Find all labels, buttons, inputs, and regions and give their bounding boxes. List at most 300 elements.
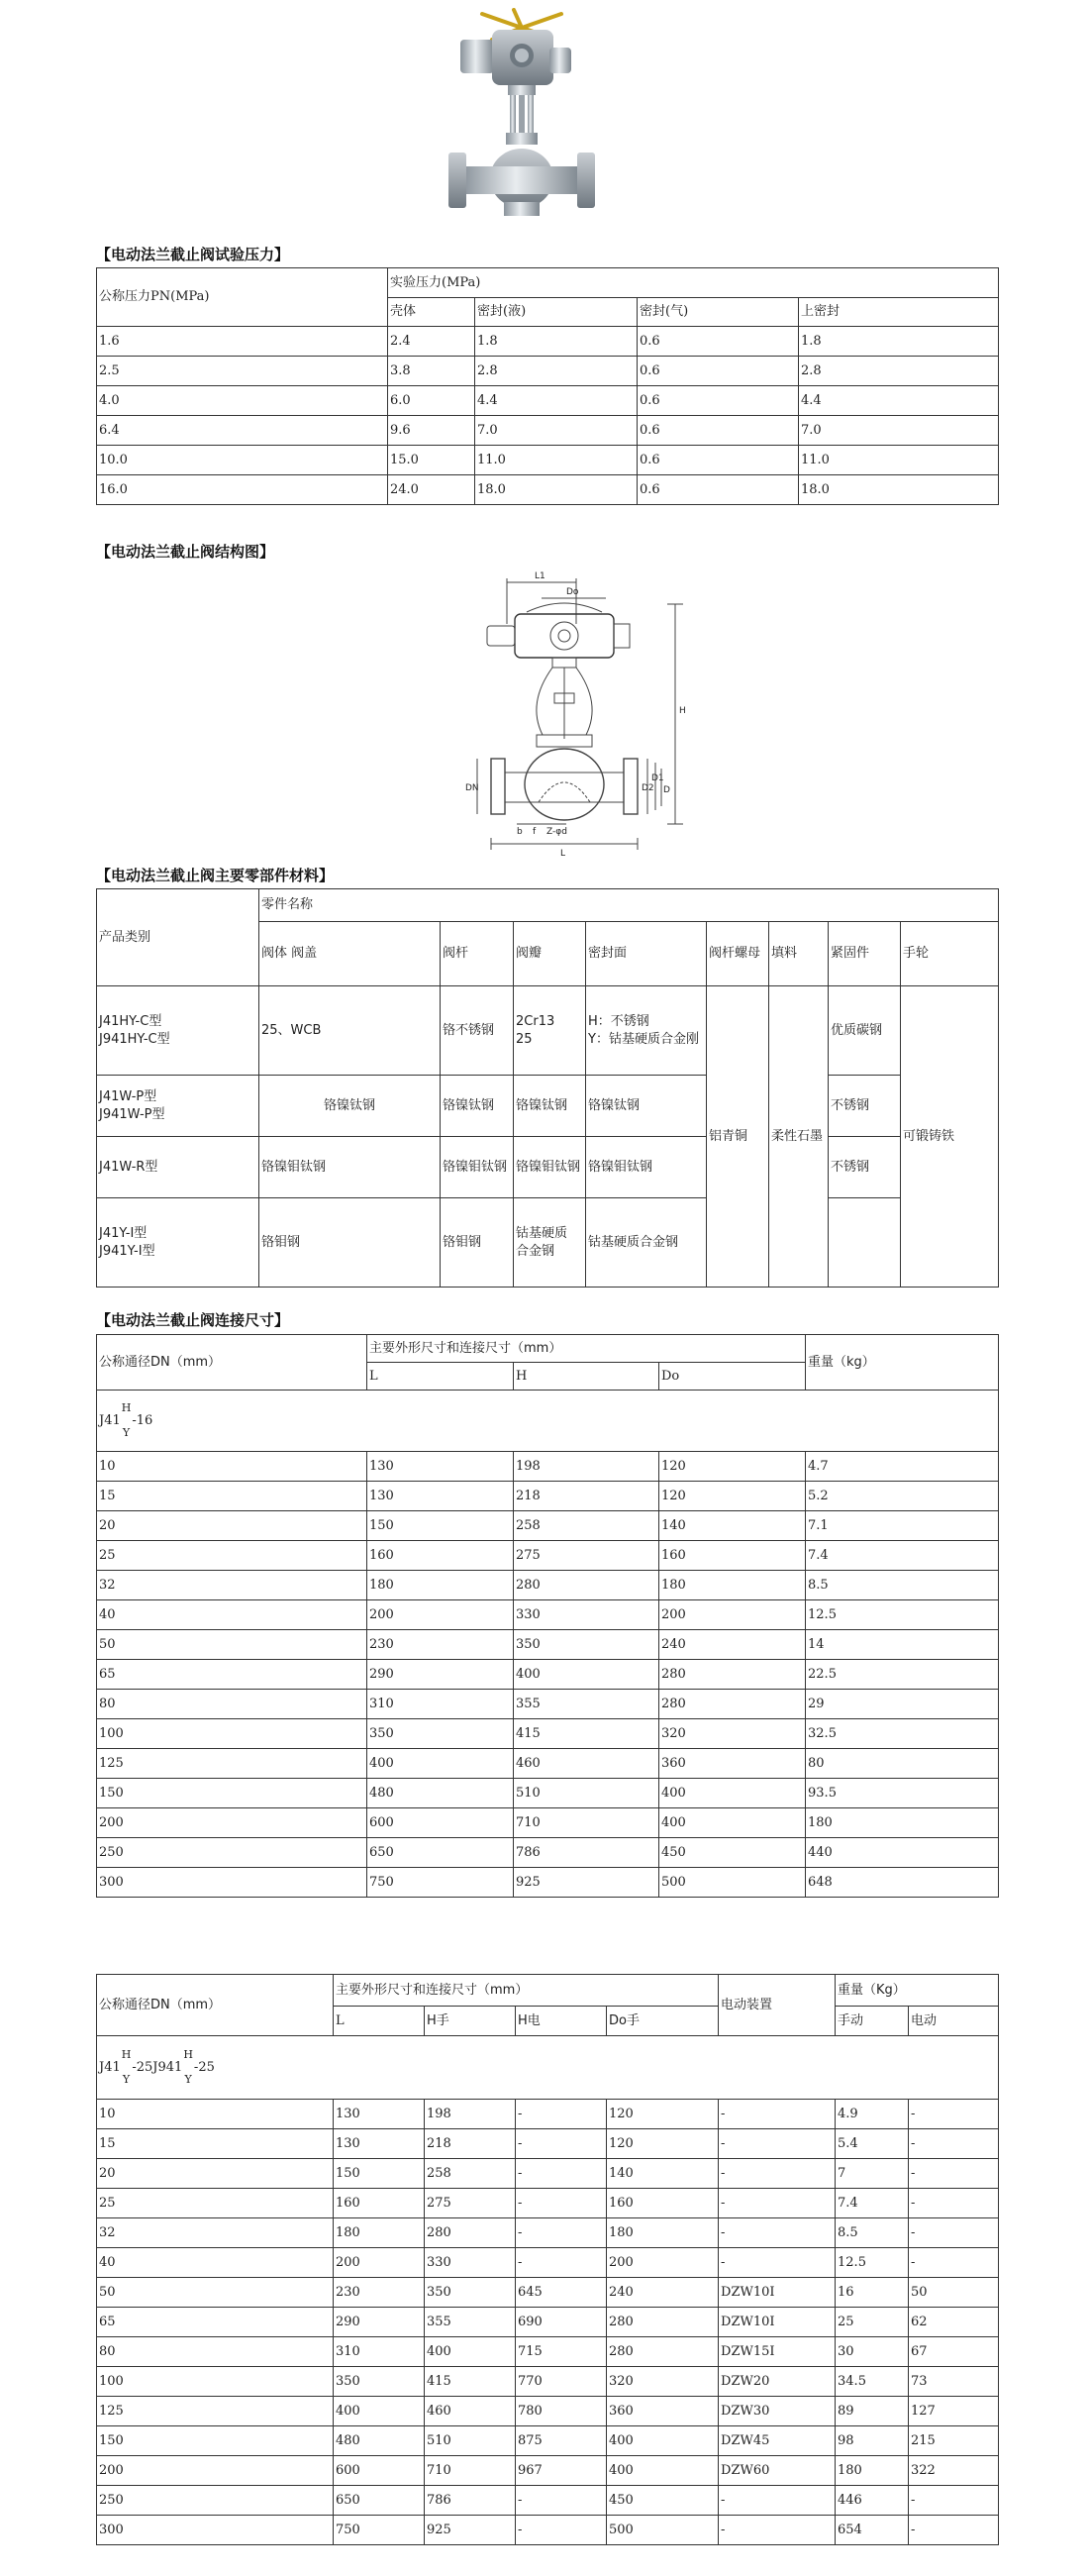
cell: 200 [97,2456,334,2486]
cell: 200 [367,1600,514,1630]
cell: 125 [97,1749,367,1779]
cell: 7.4 [836,2189,909,2218]
cell: 铬镍钛钢 [514,1076,586,1137]
cell: - [909,2100,999,2129]
table-row [97,475,999,505]
cell: DZW45 [719,2426,836,2456]
table-row [97,1779,999,1808]
sub-h-manual: H手 [425,2007,516,2036]
col-handwheel: 手轮 [901,922,999,986]
cell: 14 [806,1630,999,1660]
cell: 350 [334,2367,425,2397]
cell: 460 [514,1749,659,1779]
section-title-materials: 【电动法兰截止阀主要零部件材料】 [96,867,335,884]
label-dn: DN [465,783,479,793]
model-stack-a [122,2049,132,2085]
cell: 10.0 [97,446,388,475]
subheader-shell: 壳体 [388,298,475,327]
cell: 180 [836,2456,909,2486]
model-stack [122,1402,132,1438]
test-pressure-table [96,267,999,505]
cell: 648 [806,1868,999,1898]
label-b: b [517,827,523,837]
table-row [97,1690,999,1719]
header-dn: 公称通径DN（mm） [97,1335,367,1391]
cell: 300 [97,1868,367,1898]
table-row [97,2426,999,2456]
cell: 10 [97,1452,367,1482]
cell: 50 [97,2278,334,2308]
cell: 150 [367,1511,514,1541]
cell: 645 [516,2278,607,2308]
table-row [97,2248,999,2278]
cell: 710 [514,1808,659,1838]
sub-do: Do [659,1363,806,1391]
sub-weight-electric: 电动 [909,2007,999,2036]
model-bottom: Y [122,2072,131,2086]
cell: 65 [97,1660,367,1690]
table-row [97,2218,999,2248]
table-row [97,446,999,475]
cell: 215 [909,2426,999,2456]
cell: 330 [514,1600,659,1630]
cell: - [719,2189,836,2218]
cell: 0.6 [638,416,799,446]
cell: 铬钼钢 [259,1198,441,1288]
table-row [97,2367,999,2397]
cell: - [516,2129,607,2159]
cell: 280 [659,1660,806,1690]
cell: 750 [334,2516,425,2545]
col-stem: 阀杆 [441,922,514,986]
packing-material: 柔性石墨 [769,986,829,1288]
sub-l: L [334,2007,425,2036]
cell: DZW10I [719,2308,836,2337]
cell: 258 [514,1511,659,1541]
cell: - [516,2486,607,2516]
cell: DZW10I [719,2278,836,2308]
cell: 67 [909,2337,999,2367]
cell: 150 [334,2159,425,2189]
sub-weight-manual: 手动 [836,2007,909,2036]
label-h: H [679,706,686,716]
cell: 280 [607,2308,719,2337]
cell: 125 [97,2397,334,2426]
header-weight: 重量（kg） [806,1335,999,1391]
cell: - [909,2159,999,2189]
cell: 18.0 [799,475,999,505]
col-body-bonnet: 阀体 阀盖 [259,922,441,986]
cell: - [909,2218,999,2248]
table-row [97,2486,999,2516]
cell: 160 [367,1541,514,1571]
cell: 275 [514,1541,659,1571]
cell: 铬镍钛钢 [259,1076,441,1137]
cell: 450 [607,2486,719,2516]
model-cell: J41W-R型 [97,1137,259,1198]
cell: 0.6 [638,446,799,475]
cell: 4.4 [799,386,999,416]
cell: 50 [97,1630,367,1660]
cell: 4.7 [806,1452,999,1482]
cell: 330 [425,2248,516,2278]
cell: 415 [514,1719,659,1749]
cell: 1.8 [475,327,638,357]
cell: 12.5 [806,1600,999,1630]
label-l: L [560,849,566,859]
model-cell: J41Y-I型 J941Y-I型 [97,1198,259,1288]
cell: 优质碳钢 [829,986,901,1076]
table-row [97,1749,999,1779]
cell: 770 [516,2367,607,2397]
cell: 15 [97,1482,367,1511]
cell: 1.6 [97,327,388,357]
cell: - [909,2248,999,2278]
table-row [97,1137,999,1198]
table-row [97,1076,999,1137]
cell: 6.4 [97,416,388,446]
table-row [97,2516,999,2545]
cell: 240 [607,2278,719,2308]
cell: 510 [425,2426,516,2456]
cell: 16.0 [97,475,388,505]
cell: 198 [514,1452,659,1482]
cell: 120 [659,1452,806,1482]
cell: 310 [334,2337,425,2367]
cell: H：不锈钢 Y：钴基硬质合金刚 [586,986,707,1076]
cell: 5.2 [806,1482,999,1511]
cell: 40 [97,1600,367,1630]
cell: 230 [334,2278,425,2308]
cell: 350 [367,1719,514,1749]
table-row [97,986,999,1076]
cell: - [719,2486,836,2516]
materials-table [96,888,999,1288]
label-d2: D2 [642,783,654,793]
cell: 铬不锈钢 [441,986,514,1076]
table-row [97,2159,999,2189]
cell: DZW60 [719,2456,836,2486]
cell: 460 [425,2397,516,2426]
cell: 875 [516,2426,607,2456]
cell: 280 [425,2218,516,2248]
cell: 65 [97,2308,334,2337]
table-row [97,416,999,446]
cell: 不锈钢 [829,1076,901,1137]
table-row [97,1660,999,1690]
cell: 89 [836,2397,909,2426]
model-top: H [121,1401,132,1415]
model-code [99,2049,215,2085]
table-row [97,2337,999,2367]
cell: 7.1 [806,1511,999,1541]
cell: 93.5 [806,1779,999,1808]
cell: 290 [334,2308,425,2337]
cell: - [516,2516,607,2545]
cell: 355 [514,1690,659,1719]
cell: 铬镍钛钢 [441,1076,514,1137]
cell: 310 [367,1690,514,1719]
cell: 12.5 [836,2248,909,2278]
label-l1: L1 [535,571,545,581]
cell: 16 [836,2278,909,2308]
cell: 198 [425,2100,516,2129]
cell: 180 [806,1808,999,1838]
cell: 140 [659,1511,806,1541]
cell: 200 [334,2248,425,2278]
label-d1: D1 [651,773,664,783]
cell: 32.5 [806,1719,999,1749]
table-row [97,357,999,386]
cell: 铬镍钼钛钢 [441,1137,514,1198]
cell: 11.0 [799,446,999,475]
col-stem-nut: 阀杆螺母 [707,922,769,986]
cell: 400 [659,1808,806,1838]
cell: 120 [659,1482,806,1511]
valve-product-photo [423,8,621,236]
cell: 360 [607,2397,719,2426]
cell: 160 [659,1541,806,1571]
cell: 350 [425,2278,516,2308]
cell: 5.4 [836,2129,909,2159]
cell: 铬钼钢 [441,1198,514,1288]
label-do: Do [566,587,579,597]
cell: 9.6 [388,416,475,446]
model-stack-b [183,2049,193,2085]
cell: 120 [607,2100,719,2129]
cell: 280 [607,2337,719,2367]
cell: 127 [909,2397,999,2426]
model-cell: J41HY-C型 J941HY-C型 [97,986,259,1076]
table-row [97,1511,999,1541]
table-row [97,327,999,357]
table-row [97,1452,999,1482]
cell: 15.0 [388,446,475,475]
header-dims: 主要外形尺寸和连接尺寸（mm） [367,1335,806,1363]
model-cell: J41W-P型 J941W-P型 [97,1076,259,1137]
model-bottom: Y [184,2072,192,2086]
cell: 130 [367,1482,514,1511]
model-row [97,2036,999,2100]
cell: - [719,2218,836,2248]
sub-h-electric: H电 [516,2007,607,2036]
cell: 650 [367,1838,514,1868]
cell: 450 [659,1838,806,1868]
cell: 925 [514,1868,659,1898]
cell: - [719,2129,836,2159]
table-row [97,1600,999,1630]
header-weight: 重量（Kg） [836,1975,999,2007]
sub-l: L [367,1363,514,1391]
cell: - [516,2100,607,2129]
table-row [97,2308,999,2337]
header-dn: 公称通径DN（mm） [97,1975,334,2036]
cell: 34.5 [836,2367,909,2397]
header-pn: 公称压力PN(MPa) [97,268,388,327]
cell: 690 [516,2308,607,2337]
cell: 2.5 [97,357,388,386]
table-row [97,2189,999,2218]
cell: 4.0 [97,386,388,416]
cell: 250 [97,1838,367,1868]
cell: 440 [806,1838,999,1868]
cell: 400 [514,1660,659,1690]
cell: 480 [367,1779,514,1808]
table-row [97,1571,999,1600]
cell: 275 [425,2189,516,2218]
sub-h: H [514,1363,659,1391]
model-mid: -25J941 [132,2059,183,2075]
cell: - [909,2129,999,2159]
model-suffix: -25 [193,2059,215,2075]
cell: 98 [836,2426,909,2456]
section-title-test-pressure: 【电动法兰截止阀试验压力】 [96,246,290,263]
cell: 11.0 [475,446,638,475]
cell: 280 [659,1690,806,1719]
cell: 80 [806,1749,999,1779]
cell: 400 [607,2426,719,2456]
cell: 铬镍钼钛钢 [586,1137,707,1198]
model-row [97,1391,999,1452]
cell: - [719,2100,836,2129]
cell: 130 [367,1452,514,1482]
cell: 400 [334,2397,425,2426]
cell: 400 [367,1749,514,1779]
cell: 322 [909,2456,999,2486]
cell: - [909,2189,999,2218]
cell: 3.8 [388,357,475,386]
cell: 50 [909,2278,999,2308]
cell: 780 [516,2397,607,2426]
cell: - [719,2248,836,2278]
section-title-connection-dims: 【电动法兰截止阀连接尺寸】 [96,1311,290,1329]
cell: 7.0 [475,416,638,446]
cell: 8.5 [836,2218,909,2248]
cell: 258 [425,2159,516,2189]
col-fastener: 紧固件 [829,922,901,986]
cell: 180 [334,2218,425,2248]
cell: 15 [97,2129,334,2159]
cell: 150 [97,1779,367,1808]
cell: 786 [514,1838,659,1868]
cell: - [909,2486,999,2516]
table-row [97,1838,999,1868]
cell: 360 [659,1749,806,1779]
col-seal-face: 密封面 [586,922,707,986]
label-f: f [533,827,537,837]
cell: 8.5 [806,1571,999,1600]
subheader-seal-liquid: 密封(液) [475,298,638,327]
cell: 500 [607,2516,719,2545]
cell: 925 [425,2516,516,2545]
cell: 180 [659,1571,806,1600]
table-row [97,1198,999,1288]
table-row [97,1541,999,1571]
cell: 710 [425,2456,516,2486]
cell: 25、WCB [259,986,441,1076]
cell: 钴基硬质合金钢 [586,1198,707,1288]
cell: 7 [836,2159,909,2189]
cell: DZW30 [719,2397,836,2426]
cell: 10 [97,2100,334,2129]
cell: 2Cr13 25 [514,986,586,1076]
model-code [99,1402,152,1438]
cell: 480 [334,2426,425,2456]
label-d: D [663,785,670,795]
cell: 25 [836,2308,909,2337]
cell: 250 [97,2486,334,2516]
cell: 6.0 [388,386,475,416]
cell: 25 [97,2189,334,2218]
cell: 73 [909,2367,999,2397]
model-prefix: J41 [99,2059,121,2075]
cell: 钴基硬质 合金钢 [514,1198,586,1288]
cell: 600 [367,1808,514,1838]
cell: 500 [659,1868,806,1898]
cell: 130 [334,2100,425,2129]
cell: 400 [607,2456,719,2486]
model-top: H [121,2048,132,2062]
col-packing: 填料 [769,922,829,986]
cell: 300 [97,2516,334,2545]
cell: 30 [836,2337,909,2367]
cell: 0.6 [638,475,799,505]
subheader-upper-seal: 上密封 [799,298,999,327]
cell: 2.4 [388,327,475,357]
cell: 80 [97,2337,334,2367]
cell: 25 [97,1541,367,1571]
table-row [97,1719,999,1749]
cell: 29 [806,1690,999,1719]
cell: 654 [836,2516,909,2545]
table-row [97,386,999,416]
cell: 218 [425,2129,516,2159]
cell: 350 [514,1630,659,1660]
model-suffix: -16 [132,1412,153,1428]
cell: 32 [97,1571,367,1600]
cell: 160 [334,2189,425,2218]
cell: DZW15I [719,2337,836,2367]
cell: 320 [607,2367,719,2397]
cell: 2.8 [799,357,999,386]
cell: 24.0 [388,475,475,505]
cell: 280 [514,1571,659,1600]
cell: 0.6 [638,386,799,416]
cell: 786 [425,2486,516,2516]
cell: 446 [836,2486,909,2516]
cell: - [516,2159,607,2189]
cell: 140 [607,2159,719,2189]
cell: 32 [97,2218,334,2248]
table-row [97,2456,999,2486]
table-body [97,2100,999,2545]
cell: 7.0 [799,416,999,446]
cell: 7.4 [806,1541,999,1571]
table-row [97,2278,999,2308]
cell: 100 [97,1719,367,1749]
table-row [97,2397,999,2426]
table-row [97,1808,999,1838]
cell: 218 [514,1482,659,1511]
sub-do-manual: Do手 [607,2007,719,2036]
cell: 160 [607,2189,719,2218]
model-bottom: Y [122,1425,131,1439]
section-title-structure: 【电动法兰截止阀结构图】 [96,543,275,561]
cell: 200 [659,1600,806,1630]
header-category: 产品类别 [97,889,259,986]
cell: 0.6 [638,357,799,386]
cell: 650 [334,2486,425,2516]
